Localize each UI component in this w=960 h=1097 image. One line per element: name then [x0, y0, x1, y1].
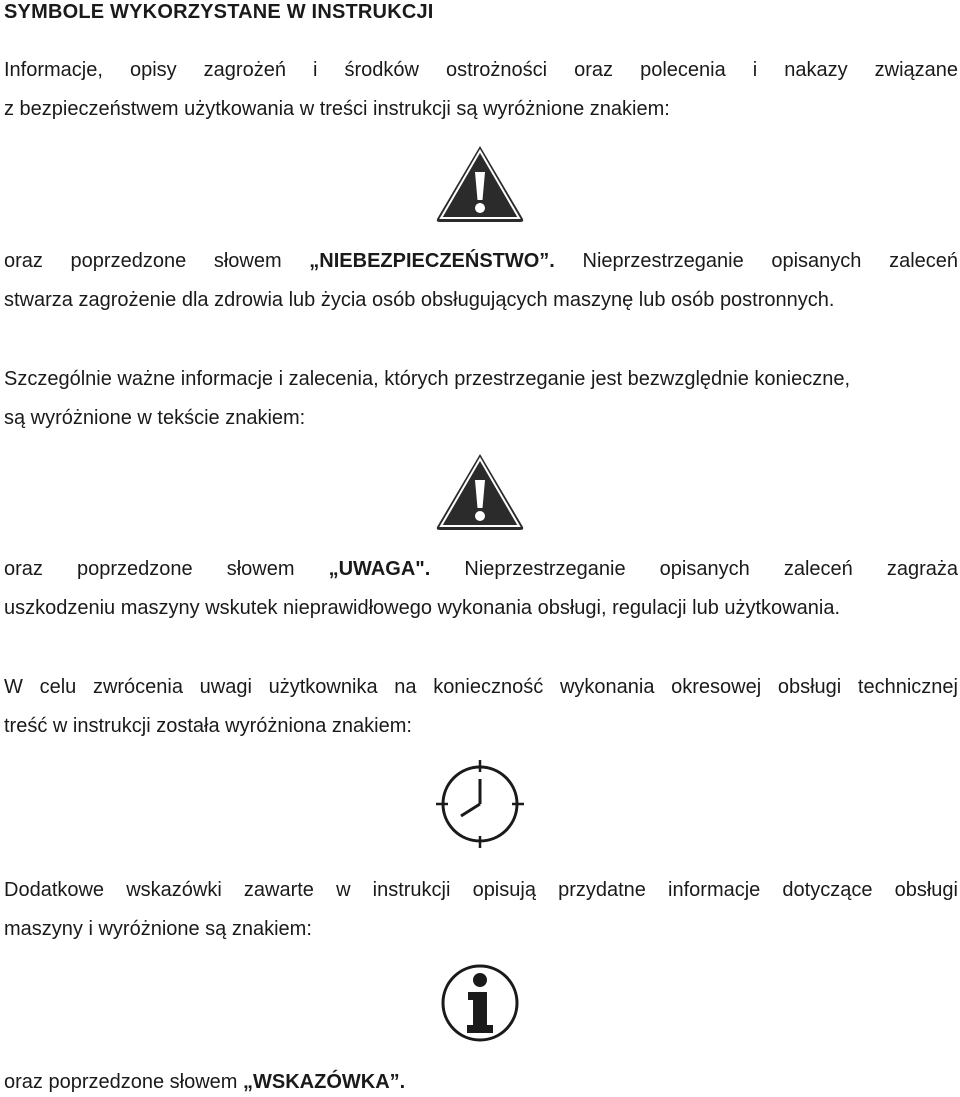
caution-warning-triangle-icon — [434, 450, 526, 532]
warning-prefix: oraz poprzedzone słowem — [4, 558, 329, 580]
danger-line-1 — [4, 249, 958, 273]
intro-line-1: Informacje, opisy zagrożeń i środków ostrożności oraz polecenia i nakazy związane — [4, 59, 958, 81]
warning-suffix: Nieprzestrzeganie opisanych zaleceń zagraża — [430, 558, 958, 580]
hint-intro-line-1: Dodatkowe wskazówki zawarte w instrukcji opisują przydatne informacje dotyczące obsługi — [4, 879, 958, 901]
hint-keyword: „WSKAZÓWKA”. — [243, 1071, 406, 1093]
warning-line-2: uszkodzeniu maszyny wskutek nieprawidłowego wykonania obsługi, regulacji lub użytkowania. — [4, 597, 840, 619]
danger-keyword: „NIEBEZPIECZEŃSTWO”. — [309, 250, 555, 272]
hint-intro-line-2: maszyny i wyróżnione są znakiem: — [4, 918, 312, 940]
warning-line-1 — [4, 557, 958, 581]
maintenance-line-1: W celu zwrócenia uwagi użytkownika na konieczność wykonania okresowej obsługi technicznej — [4, 676, 958, 698]
danger-warning-triangle-icon — [434, 142, 526, 224]
important-line-2: są wyróżnione w tekście znakiem: — [4, 407, 306, 429]
intro-line-2: z bezpieczeństwem użytkowania w treści instrukcji są wyróżnione znakiem: — [4, 98, 670, 120]
hint-line — [4, 1070, 958, 1094]
maintenance-clock-icon — [436, 760, 524, 848]
important-line-1: Szczególnie ważne informacje i zalecenia, których przestrzeganie jest bezwzględnie konieczne, — [4, 368, 850, 390]
warning-keyword: „UWAGA". — [328, 558, 431, 580]
danger-prefix: oraz poprzedzone słowem — [4, 250, 310, 272]
hint-prefix: oraz poprzedzone słowem — [4, 1071, 244, 1093]
hint-info-icon — [440, 963, 520, 1043]
danger-suffix: Nieprzestrzeganie opisanych zaleceń — [554, 250, 959, 272]
maintenance-line-2: treść w instrukcji została wyróżniona znakiem: — [4, 715, 412, 737]
danger-line-2: stwarza zagrożenie dla zdrowia lub życia osób obsługujących maszynę lub osób postronnych. — [4, 289, 835, 311]
page-title: SYMBOLE WYKORZYSTANE W INSTRUKCJI — [4, 1, 434, 23]
